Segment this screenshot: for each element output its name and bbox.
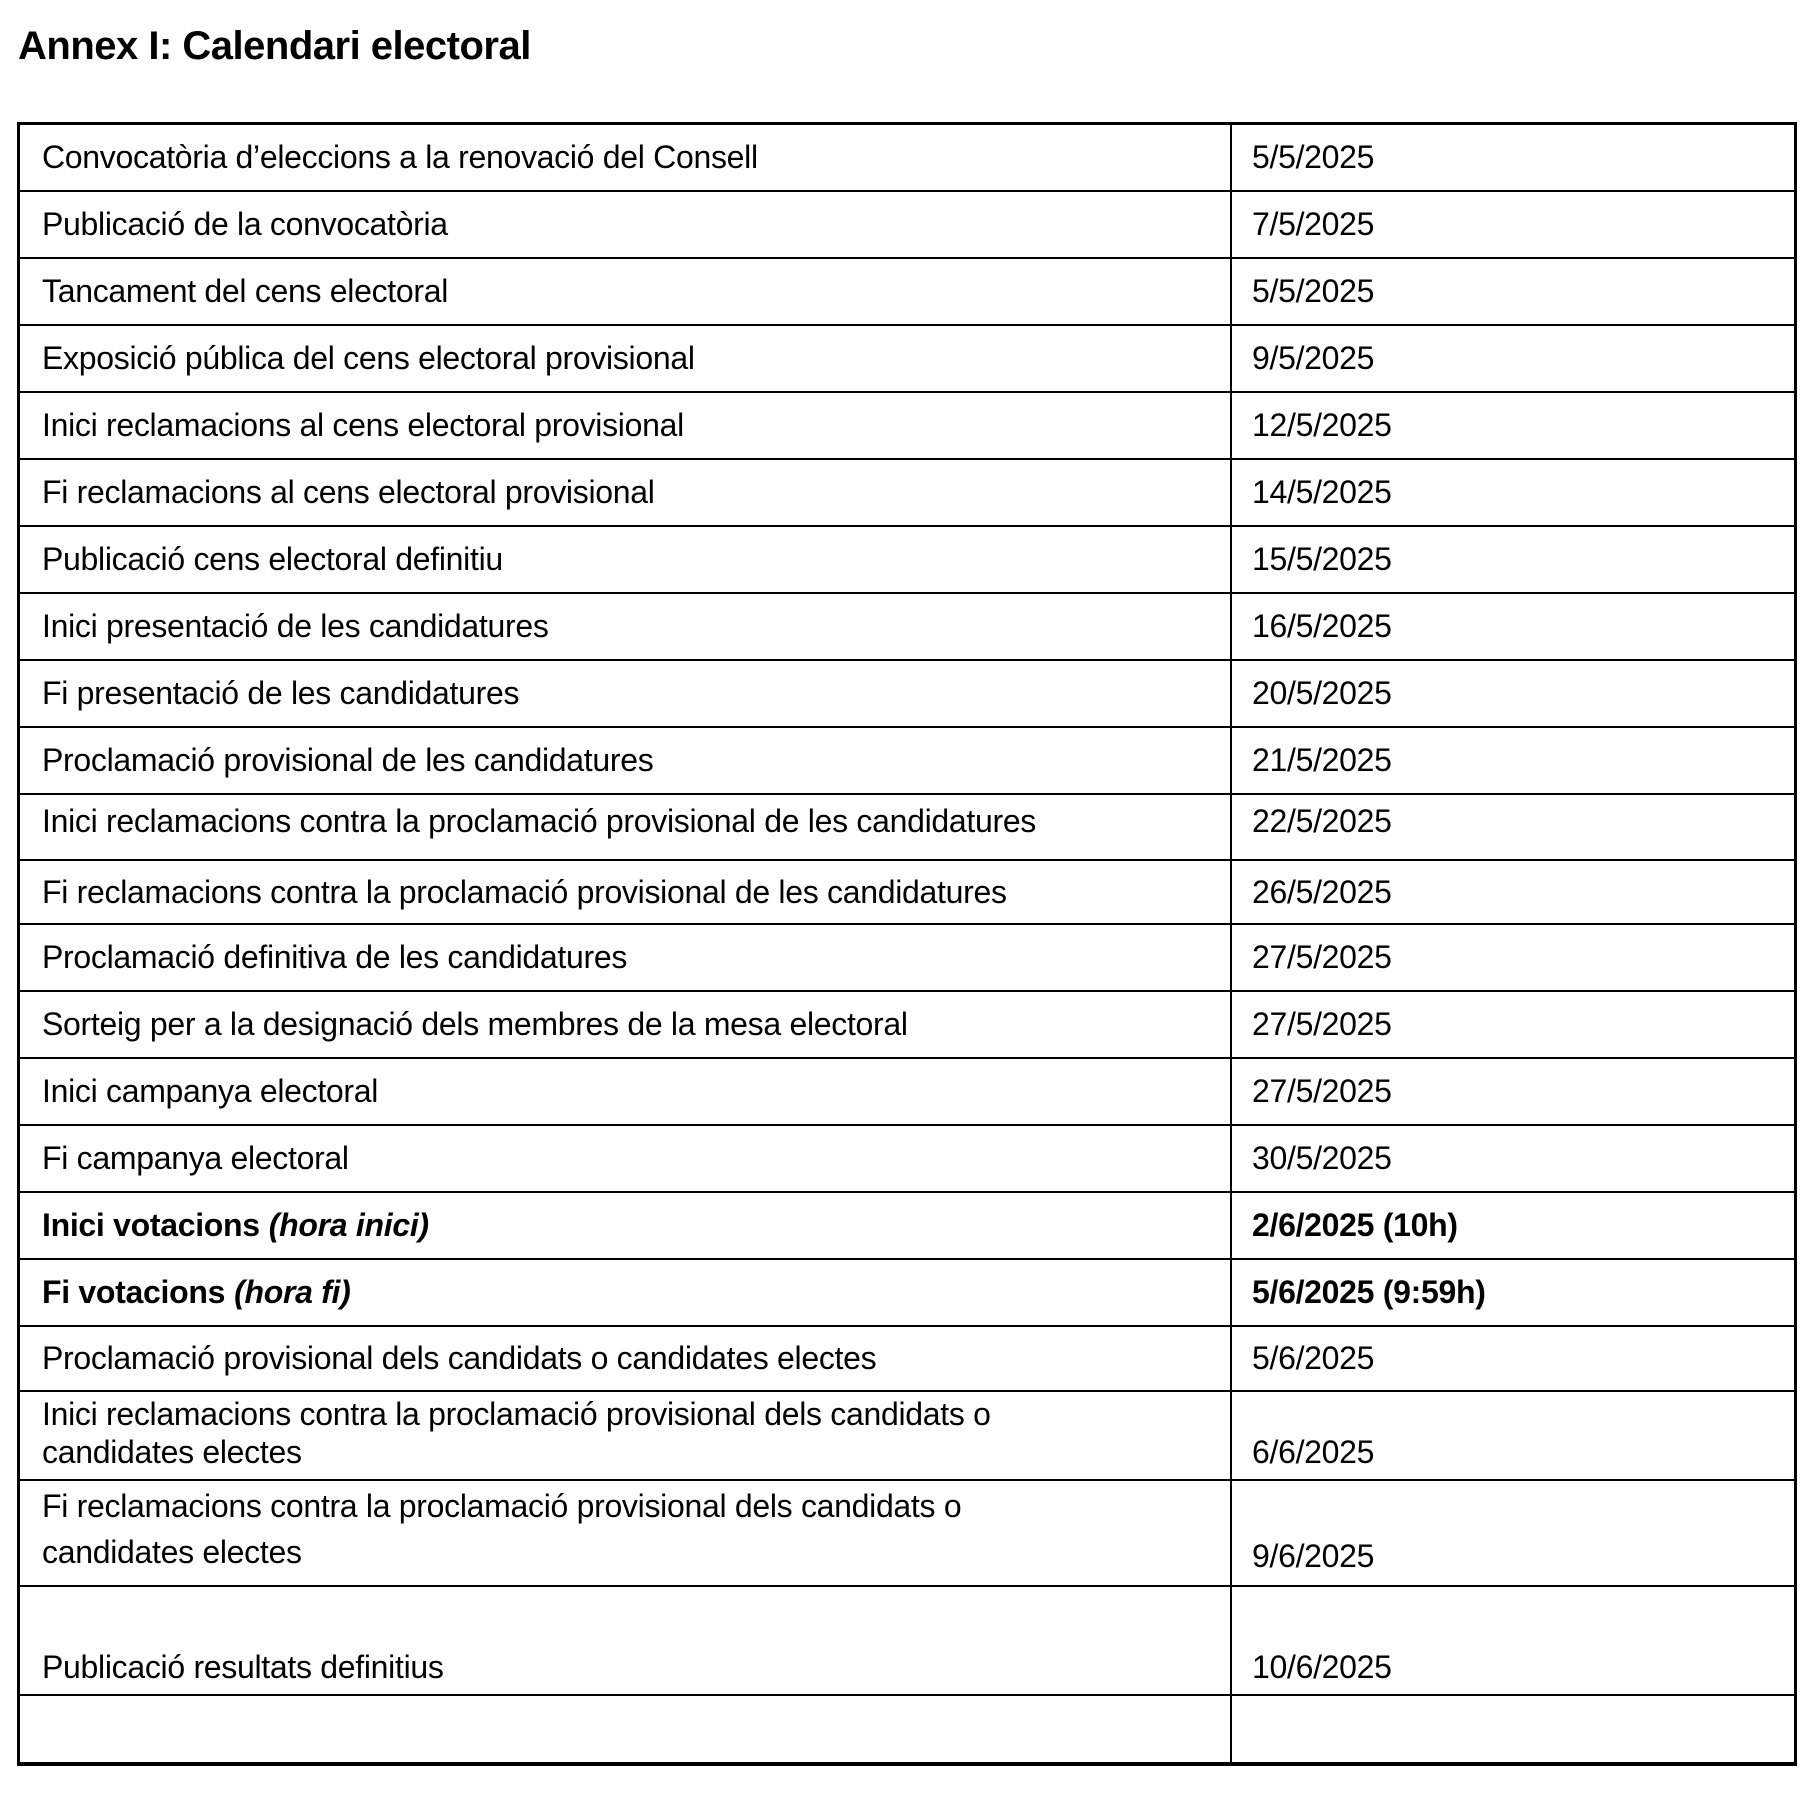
- event-cell: [20, 661, 1232, 726]
- event-label: Fi reclamacions contra la proclamació provisional de les candidatures: [42, 873, 1007, 910]
- date-cell: [1232, 1481, 1794, 1585]
- event-cell: [20, 1193, 1232, 1258]
- date-cell: [1232, 259, 1794, 324]
- table-row-empty: [20, 1694, 1794, 1762]
- date-value: 5/6/2025: [1252, 1340, 1375, 1376]
- date-cell: [1232, 1126, 1794, 1191]
- table-row: [20, 190, 1794, 257]
- date-value: 9/5/2025: [1252, 340, 1375, 376]
- date-value: 7/5/2025: [1252, 206, 1375, 242]
- date-value: 21/5/2025: [1252, 742, 1392, 778]
- date-value: 27/5/2025: [1252, 1006, 1392, 1042]
- date-value: 5/6/2025 (9:59h): [1252, 1274, 1486, 1310]
- date-cell: [1232, 125, 1794, 190]
- event-label: Tancament del cens electoral: [42, 273, 449, 309]
- event-label: Fi reclamacions al cens electoral provisional: [42, 474, 655, 510]
- date-cell: [1232, 1260, 1794, 1325]
- date-value: 9/6/2025: [1252, 1538, 1375, 1574]
- event-label: Publicació de la convocatòria: [42, 206, 448, 242]
- table-row-voting-start: [20, 1191, 1794, 1258]
- date-cell: [1232, 1327, 1794, 1390]
- date-cell: [1232, 992, 1794, 1057]
- date-cell: [1232, 393, 1794, 458]
- event-cell: [20, 1327, 1232, 1390]
- event-cell: [20, 125, 1232, 190]
- event-cell: [20, 1696, 1232, 1762]
- date-cell: [1232, 594, 1794, 659]
- event-cell: [20, 1126, 1232, 1191]
- event-cell: [20, 326, 1232, 391]
- table-row: [20, 525, 1794, 592]
- date-cell: [1232, 861, 1794, 923]
- date-value: 15/5/2025: [1252, 541, 1392, 577]
- event-label: Inici reclamacions al cens electoral provisional: [42, 407, 684, 443]
- date-value: 2/6/2025 (10h): [1252, 1207, 1458, 1243]
- table-row: [20, 1585, 1794, 1694]
- table-row: [20, 923, 1794, 990]
- event-label: Inici reclamacions contra la proclamació provisional de les candidatures: [42, 803, 1037, 839]
- date-cell: [1232, 1193, 1794, 1258]
- table-row: [20, 726, 1794, 793]
- table-row: [20, 324, 1794, 391]
- date-value: 10/6/2025: [1252, 1649, 1392, 1685]
- event-cell: [20, 728, 1232, 793]
- event-cell: [20, 192, 1232, 257]
- date-cell: [1232, 661, 1794, 726]
- event-cell: [20, 1260, 1232, 1325]
- date-cell: [1232, 1587, 1794, 1694]
- event-cell: [20, 861, 1232, 923]
- event-label: Convocatòria d’eleccions a la renovació del Consell: [42, 139, 758, 175]
- event-note: (hora fi): [234, 1274, 351, 1310]
- event-label: Publicació cens electoral definitiu: [42, 541, 503, 577]
- table-row: [20, 1325, 1794, 1390]
- date-cell: [1232, 795, 1794, 859]
- event-label: Exposició pública del cens electoral provisional: [42, 340, 695, 376]
- date-value: 22/5/2025: [1252, 803, 1392, 839]
- event-label: Fi votacions (hora fi): [42, 1274, 351, 1310]
- event-label: Fi reclamacions contra la proclamació provisional dels candidats o candidates electes: [42, 1488, 962, 1570]
- date-value: 27/5/2025: [1252, 939, 1392, 975]
- table-row: [20, 257, 1794, 324]
- event-label: Proclamació definitiva de les candidatures: [42, 939, 628, 975]
- event-cell: [20, 259, 1232, 324]
- date-cell: [1232, 527, 1794, 592]
- date-cell: [1232, 1392, 1794, 1479]
- date-cell: [1232, 460, 1794, 525]
- event-label: Inici campanya electoral: [42, 1073, 379, 1109]
- event-label: Fi presentació de les candidatures: [42, 675, 520, 711]
- table-row: [20, 592, 1794, 659]
- date-value: 26/5/2025: [1252, 873, 1392, 910]
- date-value: 5/5/2025: [1252, 273, 1375, 309]
- date-value: 5/5/2025: [1252, 139, 1375, 175]
- date-value: 30/5/2025: [1252, 1140, 1392, 1176]
- table-row: [20, 859, 1794, 923]
- event-label: Inici presentació de les candidatures: [42, 608, 549, 644]
- date-value: 14/5/2025: [1252, 474, 1392, 510]
- date-value: 27/5/2025: [1252, 1073, 1392, 1109]
- table-row: [20, 458, 1794, 525]
- electoral-calendar-table: [17, 122, 1797, 1766]
- table-row: [20, 659, 1794, 726]
- table-row: [20, 391, 1794, 458]
- date-cell: [1232, 192, 1794, 257]
- date-cell: [1232, 326, 1794, 391]
- event-cell: [20, 1392, 1232, 1479]
- date-value: 12/5/2025: [1252, 407, 1392, 443]
- date-value: 16/5/2025: [1252, 608, 1392, 644]
- event-label: Inici votacions (hora inici): [42, 1207, 429, 1243]
- event-cell: [20, 925, 1232, 990]
- date-cell: [1232, 728, 1794, 793]
- event-cell: [20, 527, 1232, 592]
- event-cell: [20, 992, 1232, 1057]
- event-label: Inici reclamacions contra la proclamació provisional dels candidats o candidates electes: [42, 1396, 991, 1470]
- event-label: Publicació resultats definitius: [42, 1649, 444, 1685]
- table-row: [20, 793, 1794, 859]
- table-row: [20, 990, 1794, 1057]
- table-row: [20, 1124, 1794, 1191]
- date-cell: [1232, 1059, 1794, 1124]
- event-cell: [20, 1059, 1232, 1124]
- date-value: 20/5/2025: [1252, 675, 1392, 711]
- event-label: Proclamació provisional dels candidats o candidates electes: [42, 1340, 877, 1376]
- event-cell: [20, 1587, 1232, 1694]
- date-value: 6/6/2025: [1252, 1434, 1375, 1470]
- event-label: Sorteig per a la designació dels membres de la mesa electoral: [42, 1006, 908, 1042]
- table-row: [20, 1479, 1794, 1585]
- table-row: [20, 1057, 1794, 1124]
- event-cell: [20, 460, 1232, 525]
- page-title: Annex I: Calendari electoral: [18, 24, 531, 68]
- date-cell: [1232, 925, 1794, 990]
- event-cell: [20, 594, 1232, 659]
- event-cell: [20, 795, 1232, 859]
- event-cell: [20, 1481, 1232, 1585]
- table-row-voting-end: [20, 1258, 1794, 1325]
- date-cell: [1232, 1696, 1794, 1762]
- event-cell: [20, 393, 1232, 458]
- table-row: [20, 125, 1794, 190]
- event-note: (hora inici): [268, 1207, 429, 1243]
- event-label: Proclamació provisional de les candidatures: [42, 742, 654, 778]
- table-row: [20, 1390, 1794, 1479]
- event-label: Fi campanya electoral: [42, 1140, 349, 1176]
